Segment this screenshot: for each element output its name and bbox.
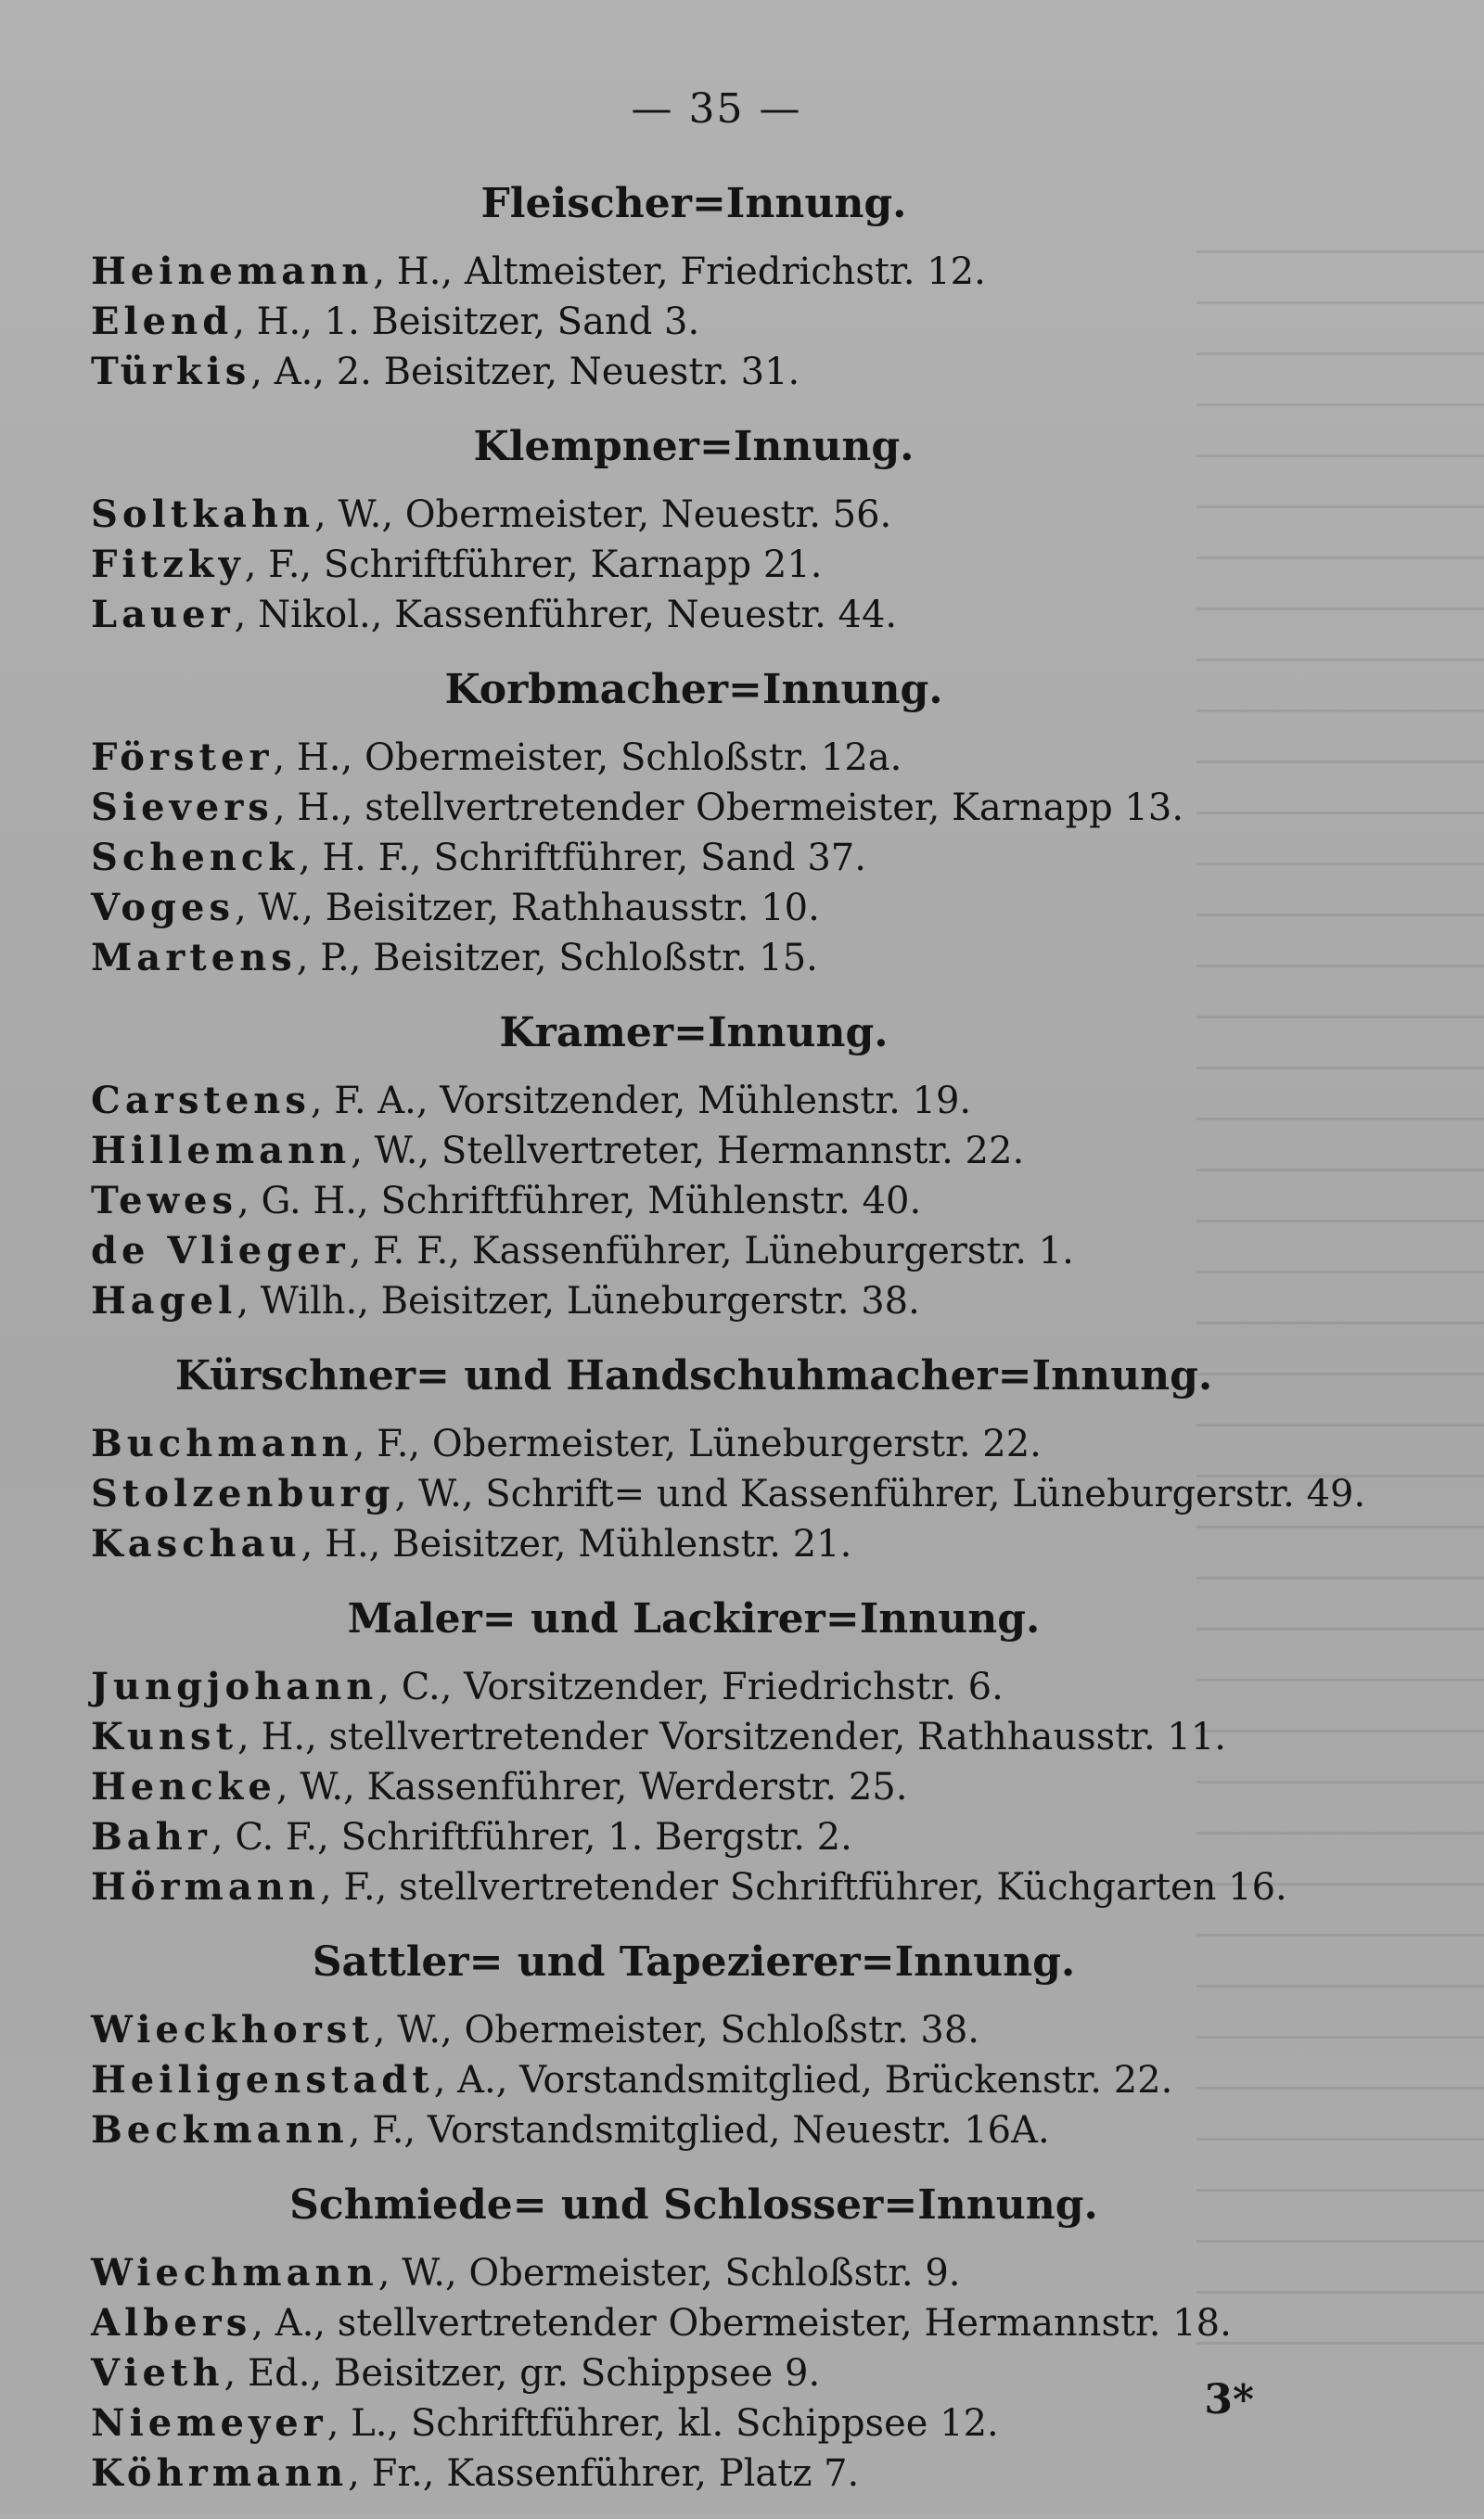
member-details: , Nikol., Kassenführer, Neuestr. 44. bbox=[234, 594, 898, 636]
member-name: Fitzky bbox=[91, 543, 245, 586]
member-entry bbox=[91, 540, 1408, 590]
guild-section bbox=[91, 1004, 1408, 1326]
member-name: Tewes bbox=[91, 1179, 238, 1222]
member-entry bbox=[91, 1126, 1408, 1176]
member-details: , Ed., Beisitzer, gr. Schippsee 9. bbox=[224, 2352, 821, 2395]
member-entry bbox=[91, 297, 1408, 347]
member-entry bbox=[91, 2055, 1408, 2105]
member-name: Sievers bbox=[91, 786, 274, 829]
member-name: Schenck bbox=[91, 836, 299, 879]
member-entry bbox=[91, 783, 1408, 833]
member-name: Heiligenstadt bbox=[91, 2058, 434, 2102]
section-title: Kramer=Innung. bbox=[499, 1009, 889, 1056]
guild-section bbox=[91, 2176, 1408, 2499]
member-details: , F. A., Vorsitzender, Mühlenstr. 19. bbox=[310, 1080, 972, 1122]
member-name: Jungjohann bbox=[91, 1665, 378, 1708]
guild-section bbox=[91, 1933, 1408, 2155]
member-details: , P., Beisitzer, Schloßstr. 15. bbox=[296, 937, 818, 979]
member-name: Kunst bbox=[91, 1715, 238, 1758]
member-name: Wiechmann bbox=[91, 2251, 378, 2295]
member-entry bbox=[91, 1076, 1408, 1126]
section-title: Korbmacher=Innung. bbox=[444, 666, 943, 713]
member-name: Lauer bbox=[91, 593, 235, 636]
member-details: , A., Vorstandsmitglied, Brückenstr. 22. bbox=[433, 2059, 1173, 2102]
member-details: , F., Schriftführer, Karnapp 21. bbox=[244, 543, 823, 586]
member-details: , L., Schriftführer, kl. Schippsee 12. bbox=[326, 2402, 999, 2445]
member-entry bbox=[91, 590, 1408, 640]
member-entry bbox=[91, 2449, 1408, 2499]
section-title: Maler= und Lackirer=Innung. bbox=[347, 1595, 1041, 1643]
member-details: , F., stellvertretender Schriftführer, Küchgarten 16. bbox=[319, 1866, 1287, 1909]
member-name: Vieth bbox=[91, 2351, 224, 2395]
member-name: Beckmann bbox=[91, 2108, 349, 2152]
member-name: Buchmann bbox=[91, 1422, 353, 1465]
member-name: Hörmann bbox=[91, 1865, 320, 1909]
member-name: Martens bbox=[91, 936, 297, 979]
member-details: , A., 2. Beisitzer, Neuestr. 31. bbox=[250, 351, 800, 393]
member-entry bbox=[91, 1276, 1408, 1326]
member-details: , H., 1. Beisitzer, Sand 3. bbox=[233, 300, 700, 343]
member-details: , H., stellvertretender Vorsitzender, Rathhausstr. 11. bbox=[237, 1716, 1226, 1758]
section-title: Schmiede= und Schlosser=Innung. bbox=[289, 2181, 1098, 2229]
member-details: , H., Obermeister, Schloßstr. 12a. bbox=[273, 736, 902, 779]
section-title: Kürschner= und Handschuhmacher=Innung. bbox=[174, 1352, 1213, 1400]
member-details: , A., stellvertretender Obermeister, Hermannstr. 18. bbox=[251, 2302, 1232, 2345]
member-details: , H. F., Schriftführer, Sand 37. bbox=[298, 837, 866, 879]
member-name: Stolzenburg bbox=[91, 1472, 395, 1515]
member-name: Köhrmann bbox=[91, 2451, 349, 2495]
guild-section bbox=[91, 417, 1408, 640]
member-entry bbox=[91, 1712, 1408, 1762]
section-title: Klempner=Innung. bbox=[473, 423, 915, 470]
member-details: , C., Vorsitzender, Friedrichstr. 6. bbox=[377, 1666, 1004, 1708]
member-details: , H., Altmeister, Friedrichstr. 12. bbox=[373, 250, 986, 293]
member-details: , W., Stellvertreter, Hermannstr. 22. bbox=[351, 1130, 1025, 1172]
member-details: , F., Obermeister, Lüneburgerstr. 22. bbox=[352, 1423, 1042, 1465]
member-details: , Fr., Kassenführer, Platz 7. bbox=[348, 2452, 860, 2495]
member-name: Förster bbox=[91, 735, 274, 779]
member-details: , G. H., Schriftführer, Mühlenstr. 40. bbox=[237, 1180, 922, 1222]
member-name: Bahr bbox=[91, 1815, 211, 1859]
member-entry bbox=[91, 1419, 1408, 1469]
member-details: , W., Kassenführer, Werderstr. 25. bbox=[275, 1766, 908, 1809]
guild-directory bbox=[91, 167, 1408, 2519]
member-name: Wieckhorst bbox=[91, 2008, 374, 2052]
member-entry bbox=[91, 1862, 1408, 1912]
member-entry bbox=[91, 1226, 1408, 1276]
member-name: Hencke bbox=[91, 1765, 276, 1809]
member-details: , F. F., Kassenführer, Lüneburgerstr. 1. bbox=[349, 1230, 1074, 1272]
member-entry bbox=[91, 1662, 1408, 1712]
member-details: , W., Obermeister, Schloßstr. 9. bbox=[377, 2252, 961, 2295]
member-entry bbox=[91, 1176, 1408, 1226]
member-name: Elend bbox=[91, 300, 234, 343]
member-entry bbox=[91, 2248, 1408, 2298]
member-entry bbox=[91, 1519, 1408, 1569]
signature-mark: 3* bbox=[1204, 2376, 1254, 2423]
member-details: , Wilh., Beisitzer, Lüneburgerstr. 38. bbox=[237, 1280, 920, 1323]
member-name: Voges bbox=[91, 886, 235, 929]
member-entry bbox=[91, 1762, 1408, 1812]
guild-section bbox=[91, 1590, 1408, 1912]
section-title: Fleischer=Innung. bbox=[480, 180, 907, 227]
member-details: , W., Obermeister, Schloßstr. 38. bbox=[373, 2009, 980, 2052]
member-entry bbox=[91, 833, 1408, 883]
member-entry bbox=[91, 733, 1408, 783]
guild-section bbox=[91, 660, 1408, 983]
member-entry bbox=[91, 1812, 1408, 1862]
section-title: Sattler= und Tapezierer=Innung. bbox=[312, 1938, 1076, 1986]
page-number: — 35 — bbox=[631, 85, 802, 133]
member-name: Carstens bbox=[91, 1079, 311, 1122]
member-entry bbox=[91, 933, 1408, 983]
member-details: , W., Beisitzer, Rathhausstr. 10. bbox=[234, 887, 820, 929]
member-entry bbox=[91, 2005, 1408, 2055]
member-details: , F., Vorstandsmitglied, Neuestr. 16A. bbox=[348, 2109, 1050, 2152]
guild-section bbox=[91, 1347, 1408, 1569]
member-entry bbox=[91, 247, 1408, 297]
member-entry bbox=[91, 2298, 1408, 2348]
member-name: Hagel bbox=[91, 1279, 237, 1323]
member-name: Kaschau bbox=[91, 1522, 301, 1566]
guild-section bbox=[91, 174, 1408, 397]
member-name: Heinemann bbox=[91, 249, 374, 293]
member-entry bbox=[91, 490, 1408, 540]
member-name: Albers bbox=[91, 2301, 252, 2345]
member-entry bbox=[91, 2105, 1408, 2155]
member-name: de Vlieger bbox=[91, 1229, 350, 1272]
member-name: Soltkahn bbox=[91, 492, 315, 536]
member-name: Türkis bbox=[91, 350, 251, 393]
member-name: Niemeyer bbox=[91, 2401, 327, 2445]
member-entry bbox=[91, 883, 1408, 933]
member-details: , W., Obermeister, Neuestr. 56. bbox=[314, 493, 892, 536]
member-entry bbox=[91, 1469, 1408, 1519]
member-details: , W., Schrift= und Kassenführer, Lüneburgerstr. 49. bbox=[394, 1473, 1366, 1515]
member-details: , C. F., Schriftführer, 1. Bergstr. 2. bbox=[211, 1816, 852, 1859]
member-entry bbox=[91, 347, 1408, 397]
member-details: , H., Beisitzer, Mühlenstr. 21. bbox=[301, 1523, 852, 1566]
member-name: Hillemann bbox=[91, 1129, 352, 1172]
member-details: , H., stellvertretender Obermeister, Karnapp 13. bbox=[273, 786, 1184, 829]
